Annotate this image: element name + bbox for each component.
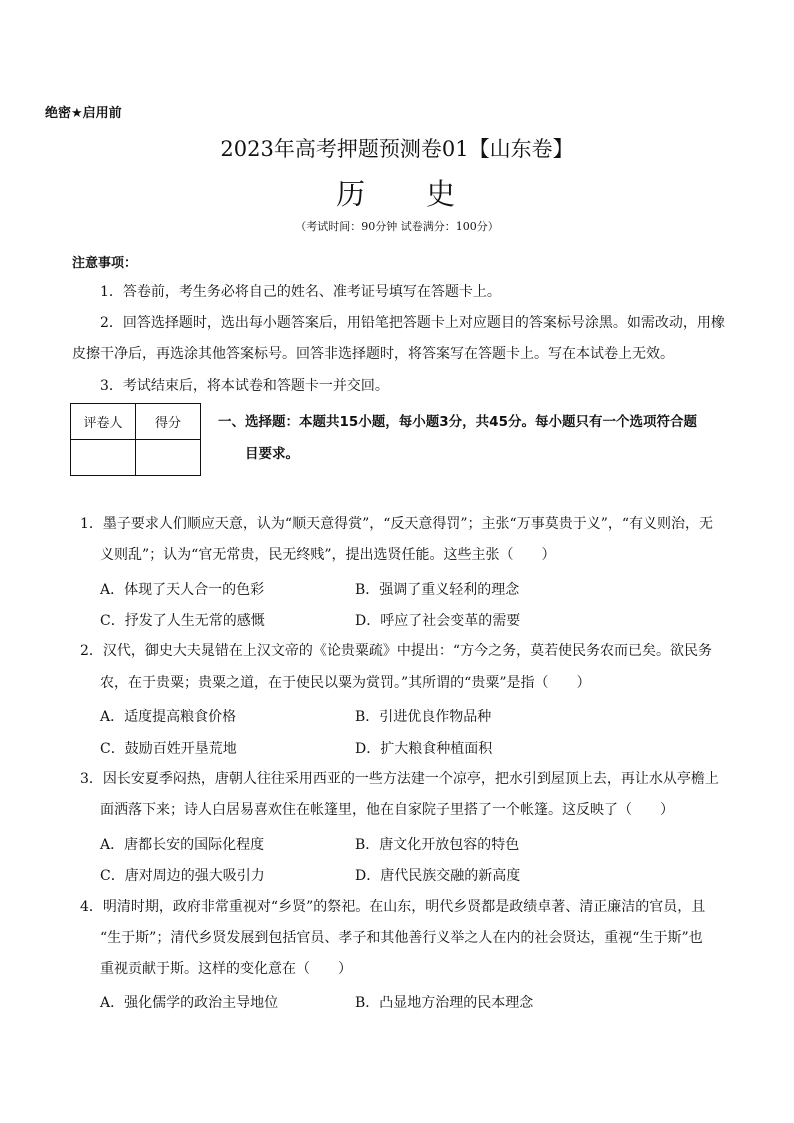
question-4-line-3: 重视贡献于斯。这样的变化意在（ ） xyxy=(100,961,352,977)
question-2-option-b[interactable]: B．引进优良作物品种 xyxy=(355,709,492,725)
score-cell[interactable] xyxy=(136,440,201,476)
question-3-line-2: 面洒落下来；诗人白居易喜欢住在帐篷里，他在自家院子里搭了一个帐篷。这反映了（ ） xyxy=(100,802,674,818)
notice-item-2-cont: 皮擦干净后，再选涂其他答案标号。回答非选择题时，将答案写在答题卡上。写在本试卷上无效。 xyxy=(72,346,674,362)
question-1-option-a[interactable]: A．体现了天人合一的色彩 xyxy=(100,582,265,598)
grader-table xyxy=(70,403,201,476)
grader-cell[interactable] xyxy=(71,440,136,476)
subject-title xyxy=(0,172,794,213)
question-4-line-2: “生于斯”；清代乡贤发展到包括官员、孝子和其他善行义举之人在内的社会贤达，重视“生于斯”也 xyxy=(100,930,703,946)
question-2-option-a[interactable]: A．适度提高粮食价格 xyxy=(100,709,237,725)
question-1-line-1: 1．墨子要求人们顺应天意，认为“顺天意得赏”，“反天意得罚”；主张“万事莫贵于义”，“有义则治，无 xyxy=(80,516,714,532)
question-3-option-b[interactable]: B．唐文化开放包容的特色 xyxy=(355,837,520,853)
question-3-option-a[interactable]: A．唐都长安的国际化程度 xyxy=(100,837,265,853)
question-2-line-2: 农，在于贵粟；贵粟之道，在于使民以粟为赏罚。”其所谓的“贵粟”是指（ ） xyxy=(100,675,591,691)
question-4-line-1: 4．明清时期，政府非常重视对“乡贤”的祭祀。在山东，明代乡贤都是政绩卓著、清正廉洁的官员，且 xyxy=(80,899,706,915)
question-1-line-2: 义则乱”；认为“官无常贵，民无终贱”，提出选贤任能。这些主张（ ） xyxy=(100,547,556,563)
score-label: 得分 xyxy=(136,404,201,440)
section-heading-cont: 目要求。 xyxy=(245,446,299,462)
notice-item-1: 1．答卷前，考生务必将自己的姓名、准考证号填写在答题卡上。 xyxy=(100,284,501,300)
confidential-mark: 绝密★启用前 xyxy=(45,106,122,121)
question-4-option-b[interactable]: B．凸显地方治理的民本理念 xyxy=(355,995,534,1011)
question-2-option-c[interactable]: C．鼓励百姓开垦荒地 xyxy=(100,741,237,757)
subject-char-1: 历 xyxy=(336,177,368,211)
subject-char-2: 史 xyxy=(426,177,458,211)
question-1-option-c[interactable]: C．抒发了人生无常的感慨 xyxy=(100,613,265,629)
section-heading: 一、选择题：本题共15小题，每小题3分，共45分。每小题只有一个选项符合题 xyxy=(218,414,697,430)
exam-meta: （考试时间：90分钟 试卷满分：100分） xyxy=(295,220,499,233)
question-3-option-d[interactable]: D．唐代民族交融的新高度 xyxy=(355,868,521,884)
grader-label: 评卷人 xyxy=(71,404,136,440)
question-4-option-a[interactable]: A．强化儒学的政治主导地位 xyxy=(100,995,279,1011)
question-3-option-c[interactable]: C．唐对周边的强大吸引力 xyxy=(100,868,265,884)
notice-item-2: 2．回答选择题时，选出每小题答案后，用铅笔把答题卡上对应题目的答案标号涂黑。如需改动，用橡 xyxy=(100,315,725,331)
question-2-line-1: 2．汉代，御史大夫晁错在上汉文帝的《论贵粟疏》中提出：“方今之务，莫若使民务农而已矣。欲民务 xyxy=(80,643,713,659)
question-1-option-d[interactable]: D．呼应了社会变革的需要 xyxy=(355,613,521,629)
notice-item-3: 3．考试结束后，将本试卷和答题卡一并交回。 xyxy=(100,378,389,394)
exam-title: 2023年高考押题预测卷01【山东卷】 xyxy=(220,137,574,161)
question-3-line-1: 3．因长安夏季闷热，唐朝人往往采用西亚的一些方法建一个凉亭，把水引到屋顶上去，再让水从亭檐上 xyxy=(80,771,719,787)
question-1-option-b[interactable]: B．强调了重义轻利的理念 xyxy=(355,582,520,598)
question-2-option-d[interactable]: D．扩大粮食种植面积 xyxy=(355,741,493,757)
notice-title: 注意事项： xyxy=(72,256,138,271)
